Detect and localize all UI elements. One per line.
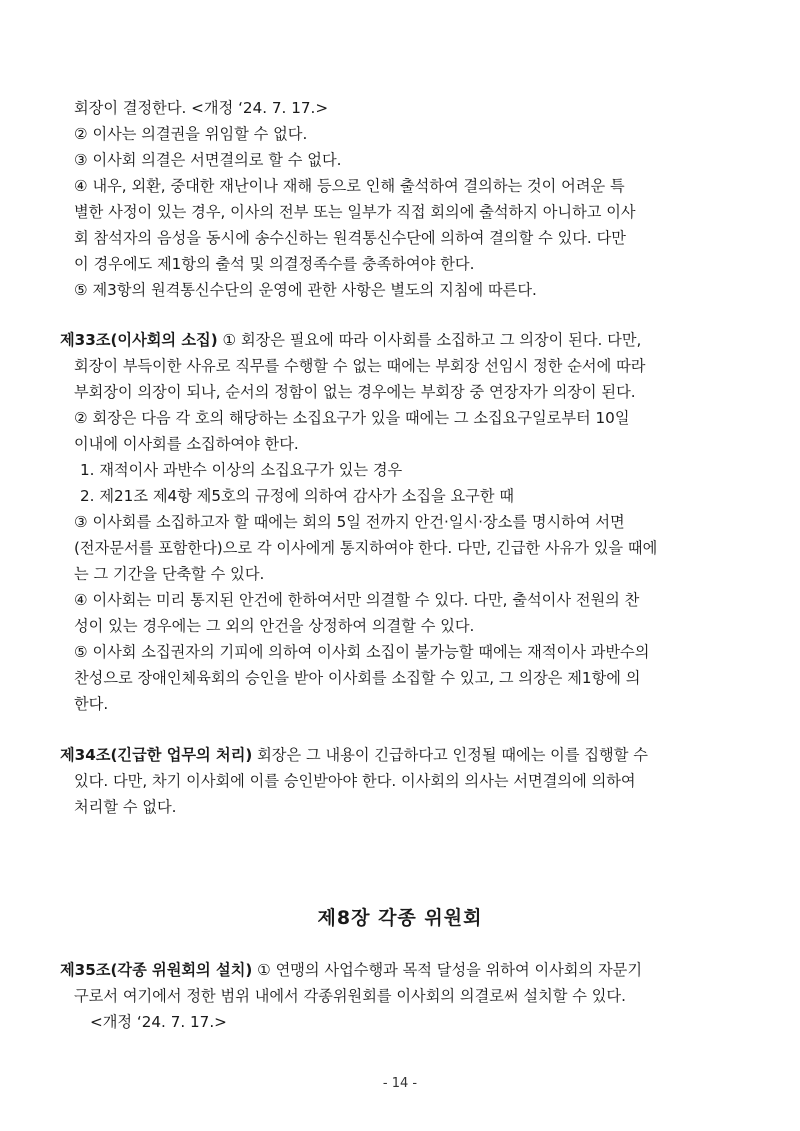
page-number: - 14 -: [382, 1076, 418, 1091]
article-33-heading: 제33조(이사회의 소집): [60, 331, 218, 349]
article-35-first-line: [60, 960, 642, 980]
text-line: ⑤ 제3항의 원격통신수단의 운영에 관한 사항은 별도의 지침에 따른다.: [74, 281, 537, 299]
text-line: 회장이 부득이한 사유로 직무를 수행할 수 없는 때에는 부회장 선임시 정한 순서에 따라: [74, 357, 646, 375]
text-line: 회장은 그 내용이 긴급하다고 인정될 때에는 이를 집행할 수: [252, 746, 648, 764]
text-line: ③ 이사회 의결은 서면결의로 할 수 없다.: [74, 151, 342, 169]
text-line: 회장이 결정한다. <개정 ‘24. 7. 17.>: [74, 99, 329, 117]
chapter-title: 제8장 각종 위원회: [317, 907, 483, 929]
text-line: 한다.: [74, 695, 109, 713]
text-line: 이내에 이사회를 소집하여야 한다.: [74, 435, 299, 453]
article-34-first-line: [60, 745, 648, 765]
text-line: 구로서 여기에서 정한 범위 내에서 각종위원회를 이사회의 의결로써 설치할 수 있다.: [74, 987, 626, 1005]
text-line: 별한 사정이 있는 경우, 이사의 전부 또는 일부가 직접 회의에 출석하지 아니하고 이사: [74, 203, 636, 221]
text-line: ① 연맹의 사업수행과 목적 달성을 위하여 이사회의 자문기: [252, 961, 642, 979]
amendment-note: <개정 ‘24. 7. 17.>: [90, 1013, 227, 1031]
text-line: 는 그 기간을 단축할 수 있다.: [74, 565, 265, 583]
text-line: ④ 내우, 외환, 중대한 재난이나 재해 등으로 인해 출석하여 결의하는 것이 어려운 특: [74, 177, 625, 195]
text-line: 있다. 다만, 차기 이사회에 이를 승인받아야 한다. 이사회의 의사는 서면결의에 의하여: [74, 772, 636, 790]
text-line: ② 회장은 다음 각 호의 해당하는 소집요구가 있을 때에는 그 소집요구일로부터 10일: [74, 409, 630, 427]
text-line: 찬성으로 장애인체육회의 승인을 받아 이사회를 소집할 수 있고, 그 의장은 제1항에 의: [74, 669, 641, 687]
text-line: 이 경우에도 제1항의 출석 및 의결정족수를 충족하여야 한다.: [74, 255, 475, 273]
text-line: 부회장이 의장이 되나, 순서의 정함이 없는 경우에는 부회장 중 연장자가 의장이 된다.: [74, 383, 636, 401]
text-line: 회 참석자의 음성을 동시에 송수신하는 원격통신수단에 의하여 결의할 수 있다. 다만: [74, 229, 626, 247]
text-line: ⑤ 이사회 소집권자의 기피에 의하여 이사회 소집이 불가능할 때에는 재적이사 과반수의: [74, 643, 650, 661]
list-item: 1. 재적이사 과반수 이상의 소집요구가 있는 경우: [80, 461, 403, 479]
article-34-heading: 제34조(긴급한 업무의 처리): [60, 746, 253, 764]
list-item: 2. 제21조 제4항 제5호의 규정에 의하여 감사가 소집을 요구한 때: [80, 487, 515, 505]
text-line: 처리할 수 없다.: [74, 798, 177, 816]
article-35-heading: 제35조(각종 위원회의 설치): [60, 961, 253, 979]
text-line: ④ 이사회는 미리 통지된 안건에 한하여서만 의결할 수 있다. 다만, 출석이사 전원의 찬: [74, 591, 640, 609]
article-33-first-line: [60, 330, 641, 350]
text-line: 성이 있는 경우에는 그 외의 안건을 상정하여 의결할 수 있다.: [74, 617, 475, 635]
text-line: (전자문서를 포함한다)으로 각 이사에게 통지하여야 한다. 다만, 긴급한 사유가 있을 때에: [74, 539, 658, 557]
text-line: ① 회장은 필요에 따라 이사회를 소집하고 그 의장이 된다. 다만,: [217, 331, 642, 349]
text-line: ② 이사는 의결권을 위임할 수 없다.: [74, 125, 308, 143]
text-line: ③ 이사회를 소집하고자 할 때에는 회의 5일 전까지 안건·일시·장소를 명시하여 서면: [74, 513, 625, 531]
